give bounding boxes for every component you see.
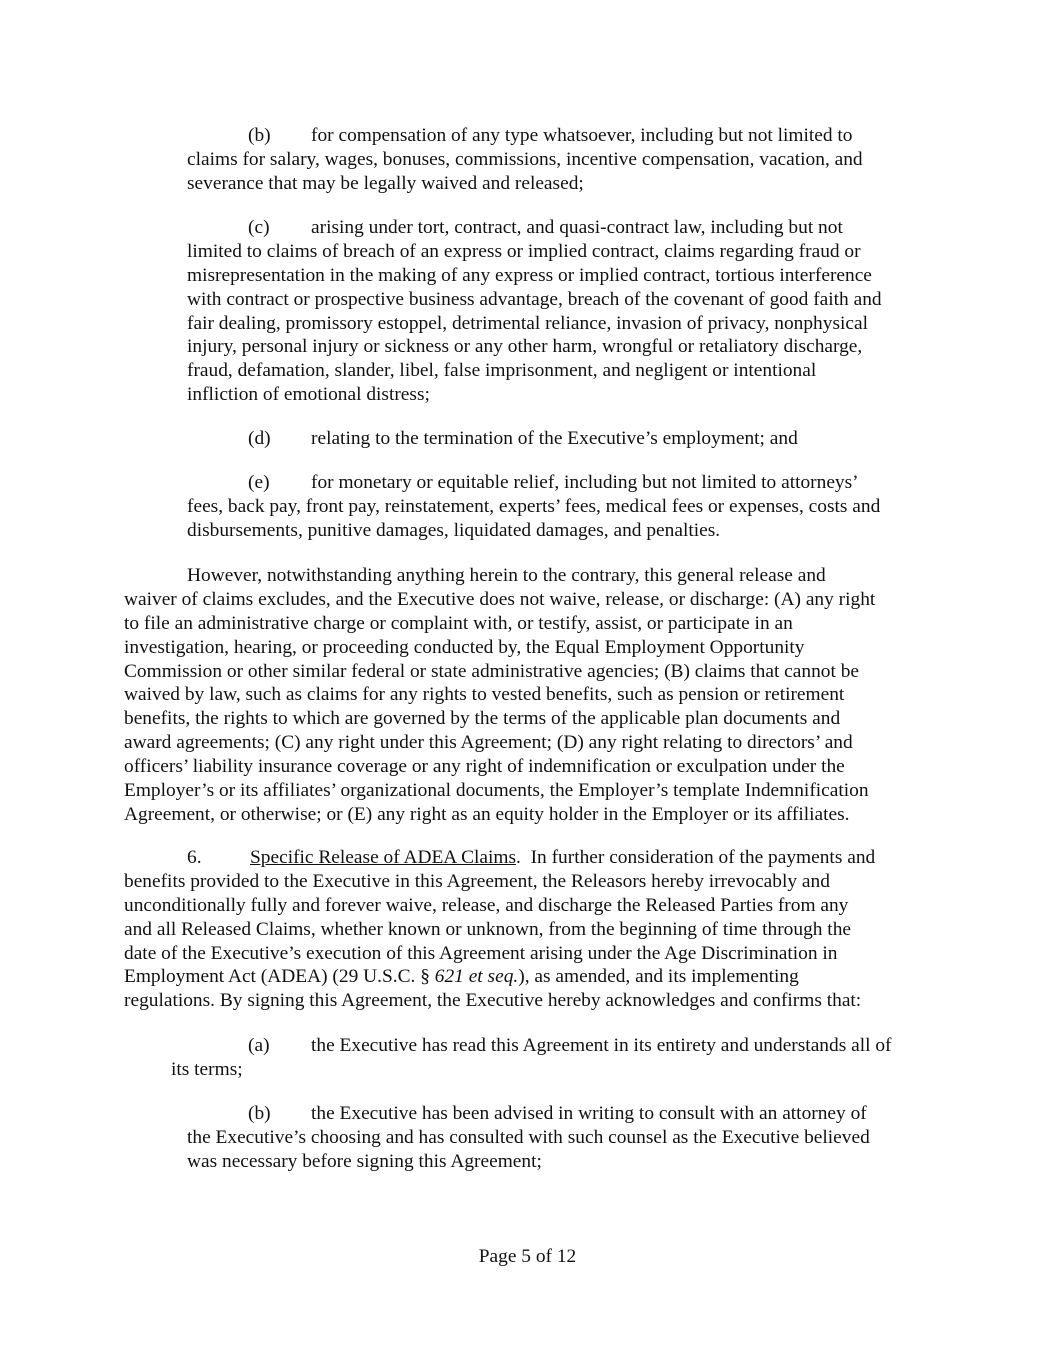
ack-b-advised xyxy=(187,1102,870,1174)
clause-text-line: disbursements, punitive damages, liquidated damages, and penalties. xyxy=(187,519,721,541)
clause-label: (a) xyxy=(248,1035,270,1056)
clause-label: (d) xyxy=(248,428,271,449)
clause-text-line: relating to the termination of the Executive’s employment; and xyxy=(311,428,798,449)
however-paragraph xyxy=(124,564,875,827)
clause-text-line: the Executive has been advised in writing to consult with an attorney of xyxy=(311,1103,867,1124)
paragraph-line: investigation, hearing, or proceeding conducted by, the Equal Employment Opportunity xyxy=(124,636,805,658)
clause-text-line: for monetary or equitable relief, including but not limited to attorneys’ xyxy=(311,472,859,493)
clause-d-termination xyxy=(187,427,798,451)
section-text-line: In further consideration of the payments and xyxy=(530,847,876,868)
paragraph-line: to file an administrative charge or complaint with, or testify, assist, or participate in an xyxy=(124,612,793,634)
clause-b-compensation xyxy=(187,124,863,196)
paragraph-line: waived by law, such as claims for any rights to vested benefits, such as pension or retirement xyxy=(124,684,845,706)
clause-text-line: was necessary before signing this Agreement; xyxy=(187,1150,542,1172)
clause-label: (c) xyxy=(248,217,270,238)
paragraph-line: officers’ liability insurance coverage or any right of indemnification or exculpation under the xyxy=(124,756,845,778)
section-text-line: date of the Executive’s execution of this Agreement arising under the Age Discrimination in xyxy=(124,942,838,964)
clause-text-line: fees, back pay, front pay, reinstatement, experts’ fees, medical fees or expenses, costs and xyxy=(187,495,881,517)
citation-prefix: Employment Act (ADEA) (29 U.S.C. § xyxy=(124,966,435,988)
page-number-footer: Page 5 of 12 xyxy=(478,1246,577,1267)
clause-text-line: fraud, defamation, slander, libel, false imprisonment, and negligent or intentional xyxy=(187,360,817,382)
section-6-adea xyxy=(124,846,875,1013)
paragraph-line: waiver of claims excludes, and the Executive does not waive, release, or discharge: (A) any right xyxy=(124,588,876,610)
clause-label: (e) xyxy=(248,472,270,493)
clause-text-line: the Executive’s choosing and has consulted with such counsel as the Executive believed xyxy=(187,1126,870,1148)
clause-text-line: limited to claims of breach of an express or implied contract, claims regarding fraud or xyxy=(187,240,861,262)
paragraph-line: Agreement, or otherwise; or (E) any right as an equity holder in the Employer or its affiliates. xyxy=(124,803,850,825)
clause-c-tort xyxy=(187,216,882,407)
section-heading-period: . xyxy=(516,847,521,868)
section-text-line: and all Released Claims, whether known or unknown, from the beginning of time through the xyxy=(124,918,851,940)
section-number: 6. xyxy=(187,847,202,868)
clause-text-line: the Executive has read this Agreement in its entirety and understands all of xyxy=(311,1035,892,1056)
citation-italic: 621 et seq. xyxy=(434,966,519,988)
section-text-line: benefits provided to the Executive in this Agreement, the Releasors hereby irrevocably and xyxy=(124,870,830,892)
section-text-line: regulations. By signing this Agreement, the Executive hereby acknowledges and confirms that: xyxy=(124,990,862,1012)
paragraph-line: However, notwithstanding anything herein to the contrary, this general release and xyxy=(187,565,826,586)
section-text-line: unconditionally fully and forever waive, release, and discharge the Released Parties from any xyxy=(124,894,849,916)
clause-text-line: infliction of emotional distress; xyxy=(187,384,430,406)
ack-a-read xyxy=(171,1034,892,1082)
clause-text-line: fair dealing, promissory estoppel, detrimental reliance, invasion of privacy, nonphysical xyxy=(187,312,868,334)
clause-label: (b) xyxy=(248,1103,271,1124)
clause-label: (b) xyxy=(248,125,271,146)
paragraph-line: award agreements; (C) any right under this Agreement; (D) any right relating to directors’ and xyxy=(124,732,853,754)
paragraph-line: Employer’s or its affiliates’ organizational documents, the Employer’s template Indemnification xyxy=(124,780,869,802)
clause-e-monetary xyxy=(187,471,880,543)
clause-text-line: with contract or prospective business advantage, breach of the covenant of good faith and xyxy=(187,288,882,310)
paragraph-line: benefits, the rights to which are governed by the terms of the applicable plan documents and xyxy=(124,708,841,730)
citation-suffix: ), as amended, and its implementing xyxy=(518,966,799,988)
clause-text-line: misrepresentation in the making of any express or implied contract, tortious interference xyxy=(187,264,872,286)
clause-text-line: injury, personal injury or sickness or any other harm, wrongful or retaliatory discharge, xyxy=(187,336,863,358)
clause-text-line: claims for salary, wages, bonuses, commissions, incentive compensation, vacation, and xyxy=(187,148,863,170)
clause-text-line: its terms; xyxy=(171,1058,243,1080)
clause-text-line: arising under tort, contract, and quasi-contract law, including but not xyxy=(311,217,843,238)
clause-text-line: for compensation of any type whatsoever, including but not limited to xyxy=(311,125,853,146)
clause-text-line: severance that may be legally waived and released; xyxy=(187,172,584,194)
section-heading: Specific Release of ADEA Claims xyxy=(250,847,517,868)
paragraph-line: Commission or other similar federal or state administrative agencies; (B) claims that cannot be xyxy=(124,660,860,682)
